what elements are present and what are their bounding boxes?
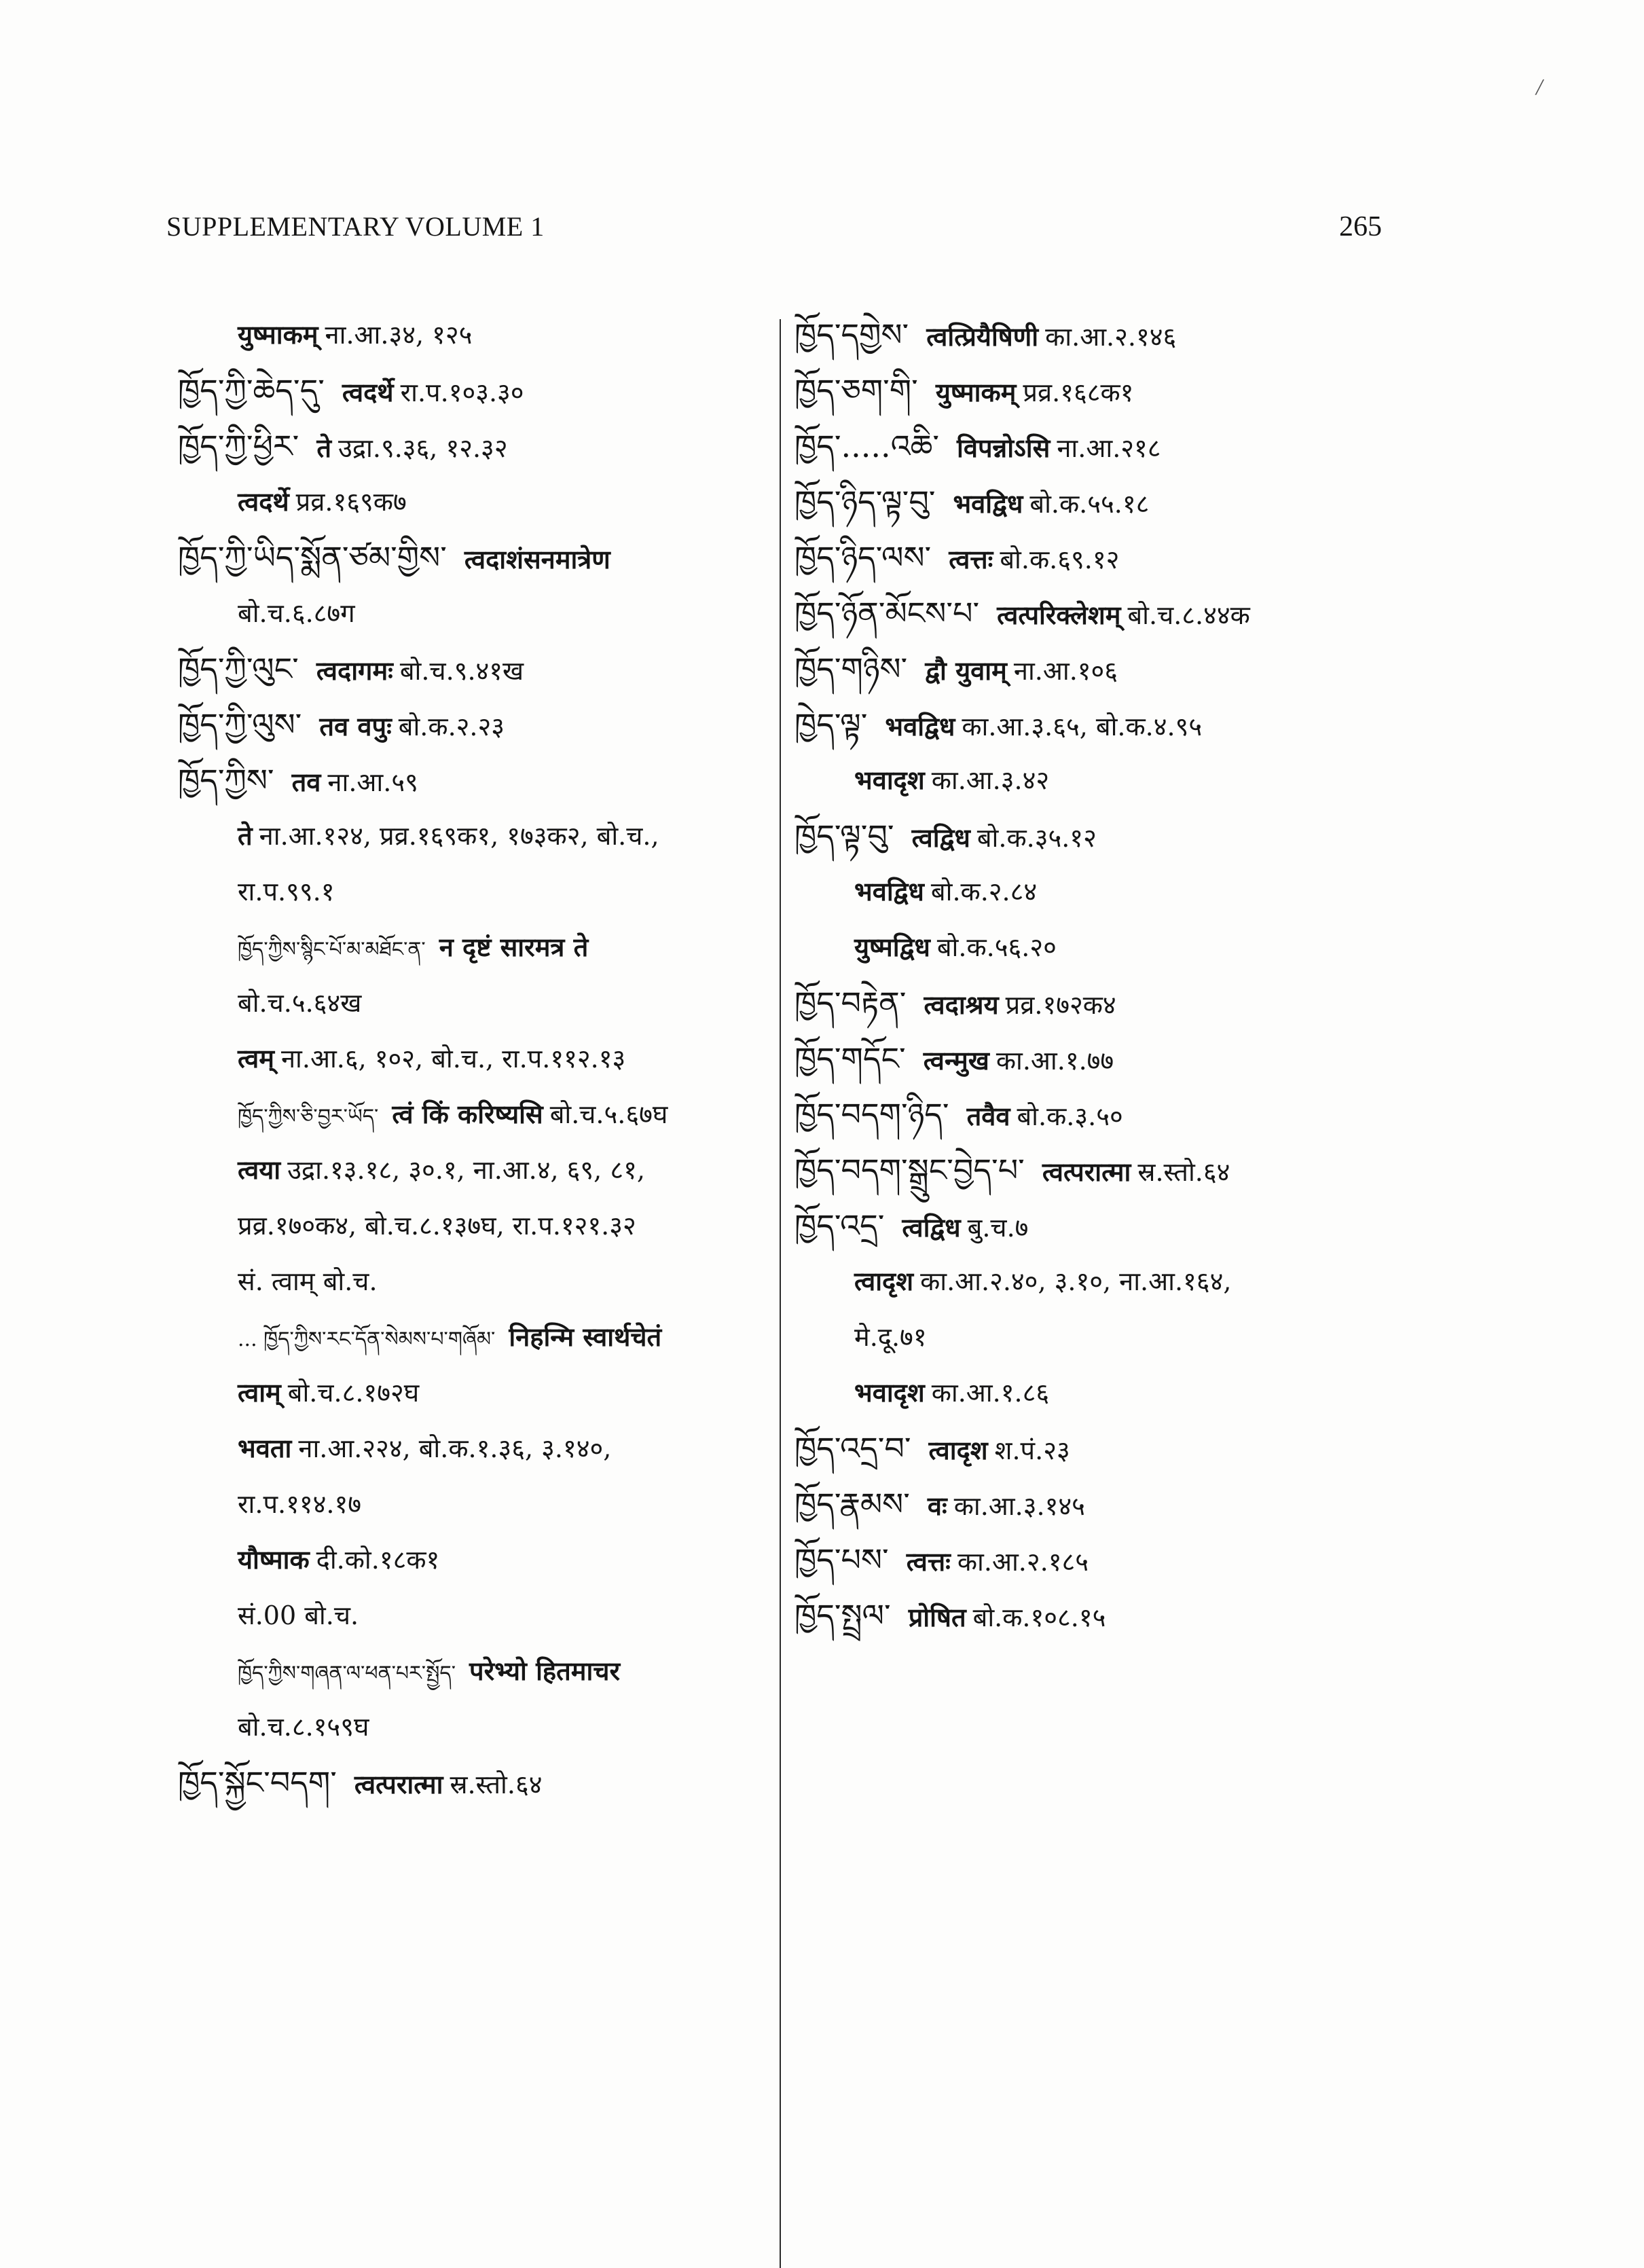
dictionary-line xyxy=(794,585,1406,641)
source-reference: का.आ.२.१८५ xyxy=(957,1547,1089,1577)
tibetan-headword: ཁྱོད་ཉིད་ལས་ xyxy=(794,539,932,576)
sanskrit-equivalent: ते xyxy=(316,433,332,463)
dictionary-line xyxy=(178,1588,769,1643)
dictionary-line xyxy=(794,1142,1406,1198)
sanskrit-equivalent: ते xyxy=(238,820,253,851)
sanskrit-equivalent: त्वत्परात्मा xyxy=(354,1769,443,1799)
sanskrit-equivalent: भवता xyxy=(238,1433,292,1463)
dictionary-line xyxy=(178,1476,769,1532)
tibetan-headword: ཁྱོད་འདྲ་བ་ xyxy=(794,1430,911,1467)
tibetan-headword: ཁྱོད་བདག་ཉིད་ xyxy=(794,1096,949,1133)
tibetan-headword: ཁྱོད་ཀྱི་ལུས་ xyxy=(178,706,302,743)
tibetan-phrase: ... ཁྱོད་ཀྱིས་རང་དོན་སེམས་པ་གཞོམ་ xyxy=(238,1328,496,1351)
tibetan-headword: ཁྱོད་ཀྱིས་ xyxy=(178,762,274,799)
sanskrit-equivalent: त्वत्परात्मा xyxy=(1042,1156,1131,1187)
tibetan-headword: ཁྱོད་དགྱེས་ xyxy=(794,316,909,353)
dictionary-line xyxy=(794,808,1406,864)
dictionary-line xyxy=(794,1031,1406,1086)
corner-mark: / xyxy=(1536,75,1543,100)
tibetan-headword: ཁྱོད་སྤྲལ་ xyxy=(794,1597,891,1634)
source-reference: ना.आ.१२४, प्रव्र.१६९क१, १७३क२, बो.च., xyxy=(259,821,659,851)
tibetan-phrase: ཁྱོད་ཀྱིས་སྙིང་པོ་མ་མཐོང་ན་ xyxy=(238,938,426,962)
column-divider xyxy=(780,319,781,2268)
sanskrit-equivalent: त्वत्तः xyxy=(949,544,993,574)
dictionary-line xyxy=(178,1309,769,1365)
source-reference: प्रव्र.१६९क७ xyxy=(295,487,407,517)
dictionary-line xyxy=(178,975,769,1031)
dictionary-line xyxy=(178,919,769,975)
source-reference: ना.आ.२१८ xyxy=(1057,433,1161,463)
sanskrit-equivalent: त्वादृश xyxy=(928,1435,988,1465)
sanskrit-equivalent: निहन्मि स्वार्थचेतं xyxy=(509,1321,662,1352)
dictionary-line xyxy=(794,530,1406,585)
sanskrit-equivalent: द्वौ युवाम् xyxy=(925,655,1007,686)
dictionary-line xyxy=(794,1365,1406,1421)
source-reference: प्रव्र.१७२क४ xyxy=(1005,990,1116,1020)
dictionary-line xyxy=(794,1086,1406,1142)
tibetan-headword: ཁྱོད་ཀྱི་ཕྱིར་ xyxy=(178,428,299,464)
tibetan-headword: ཁྱོད་ཀྱི་ལུང་ xyxy=(178,651,299,687)
dictionary-line xyxy=(794,919,1406,975)
dictionary-line xyxy=(794,1198,1406,1254)
sanskrit-equivalent: वः xyxy=(927,1490,947,1521)
tibetan-phrase: ཁྱོད་ཀྱིས་གཞན་ལ་ཕན་པར་སྤྱོད་ xyxy=(238,1662,456,1685)
source-reference: बो.क.२.२३ xyxy=(398,712,505,742)
sanskrit-equivalent: भवादृश xyxy=(854,765,925,795)
sanskrit-equivalent: युष्माकम् xyxy=(238,319,318,350)
dictionary-line xyxy=(794,1309,1406,1365)
source-reference: का.आ.२.४०, ३.१०, ना.आ.१६४, xyxy=(920,1266,1232,1296)
sanskrit-equivalent: त्वत्तः xyxy=(906,1546,951,1577)
dictionary-line xyxy=(178,1532,769,1588)
sanskrit-equivalent: भवद्विध xyxy=(885,711,955,742)
dictionary-line xyxy=(794,1588,1406,1643)
source-reference: रा.प.१०३.३० xyxy=(400,378,524,407)
sanskrit-equivalent: प्रोषित xyxy=(908,1602,966,1632)
dictionary-line xyxy=(178,1421,769,1476)
source-reference: सं.00 बो.च. xyxy=(238,1601,359,1630)
source-reference: रा.प.९९.१ xyxy=(238,877,335,907)
dictionary-line xyxy=(178,474,769,530)
source-reference: का.आ.३.१४५ xyxy=(953,1491,1085,1521)
sanskrit-equivalent: त्वया xyxy=(238,1154,281,1185)
sanskrit-equivalent: तव वपुः xyxy=(319,711,392,742)
dictionary-line xyxy=(178,1699,769,1755)
dictionary-line xyxy=(178,363,769,418)
dictionary-line xyxy=(178,864,769,919)
dictionary-line xyxy=(178,1031,769,1086)
source-reference: मे.दू.७१ xyxy=(854,1322,927,1352)
sanskrit-equivalent: त्वदर्थे xyxy=(342,377,394,407)
dictionary-line xyxy=(178,641,769,697)
tibetan-headword: ཁྱོད་ལྟ་བུ་ xyxy=(794,818,894,854)
dictionary-line xyxy=(794,1254,1406,1309)
dictionary-line xyxy=(794,1421,1406,1476)
tibetan-headword: ཁྱོད་ཉིད་ལྟ་བུ་ xyxy=(794,483,936,520)
dictionary-line xyxy=(178,585,769,641)
source-reference: बो.च.५.६७घ xyxy=(549,1099,668,1129)
dictionary-line xyxy=(178,697,769,752)
sanskrit-equivalent: भवद्विध xyxy=(854,876,924,907)
dictionary-line xyxy=(794,752,1406,808)
sanskrit-equivalent: न दृष्टं सारमत्र ते xyxy=(439,932,589,962)
tibetan-headword: ཁྱོད་ཀྱི་ཆེད་དུ་ xyxy=(178,372,325,409)
source-reference: ना.आ.१०६ xyxy=(1013,656,1118,686)
sanskrit-equivalent: भवादृश xyxy=(854,1377,925,1408)
tibetan-headword: ཁྱོད་ཉོན་མོངས་པ་ xyxy=(794,595,980,632)
page-number: 265 xyxy=(1339,211,1382,242)
dictionary-line xyxy=(178,418,769,474)
sanskrit-equivalent: विपन्नोऽसि xyxy=(957,433,1051,463)
dictionary-line xyxy=(794,975,1406,1031)
dictionary-line xyxy=(794,418,1406,474)
dictionary-line xyxy=(794,1476,1406,1532)
tibetan-phrase: ཁྱོད་ཀྱིས་ཅི་བྱར་ཡོད་ xyxy=(238,1105,379,1129)
sanskrit-equivalent: तवैव xyxy=(966,1101,1010,1131)
source-reference: बो.च.८.१७२घ xyxy=(287,1378,420,1408)
dictionary-line xyxy=(178,1643,769,1699)
sanskrit-equivalent: त्वादृश xyxy=(854,1266,914,1296)
right-column xyxy=(794,307,1406,1643)
dictionary-line xyxy=(178,1142,769,1198)
sanskrit-equivalent: युष्मद्विध xyxy=(854,932,930,962)
dictionary-line xyxy=(794,474,1406,530)
sanskrit-equivalent: त्वत्परिक्लेशम् xyxy=(997,600,1121,630)
dictionary-line xyxy=(794,363,1406,418)
source-reference: बो.क.६९.१२ xyxy=(1000,545,1120,574)
source-reference: स्र.स्तो.६४ xyxy=(450,1770,543,1799)
source-reference: ना.आ.६, १०२, बो.च., रा.प.११२.१३ xyxy=(280,1044,626,1074)
left-column xyxy=(178,307,769,1810)
sanskrit-equivalent: त्वम् xyxy=(238,1043,274,1074)
tibetan-headword: ཁྱོད་ཀྱི་ཡིད་སྨོན་ཙམ་གྱིས་ xyxy=(178,539,447,576)
dictionary-line xyxy=(178,1755,769,1810)
source-reference: सं. त्वाम् बो.च. xyxy=(238,1266,378,1296)
dictionary-line xyxy=(178,1086,769,1142)
dictionary-line xyxy=(178,530,769,585)
source-reference: का.आ.३.४२ xyxy=(931,765,1050,795)
source-reference: का.आ.३.६५, बो.क.४.९५ xyxy=(962,712,1203,742)
sanskrit-equivalent: भवद्विध xyxy=(953,488,1023,519)
source-reference: बो.च.८.१५९घ xyxy=(238,1712,369,1742)
sanskrit-equivalent: त्वदाशंसनमात्रेण xyxy=(464,544,610,574)
source-reference: बो.क.५५.१८ xyxy=(1029,489,1150,519)
dictionary-line xyxy=(794,697,1406,752)
running-header: SUPPLEMENTARY VOLUME 1 xyxy=(166,211,545,242)
sanskrit-equivalent: त्वद्विध xyxy=(902,1212,961,1243)
tibetan-headword: ཁྱོད་གཉིས་ xyxy=(794,651,908,687)
source-reference: बो.च.८.४४क xyxy=(1127,600,1250,630)
dictionary-line xyxy=(794,864,1406,919)
source-reference: का.आ.२.१४६ xyxy=(1045,322,1177,352)
source-reference: दी.को.१८क१ xyxy=(316,1545,440,1575)
source-reference: ना.आ.२२४, बो.क.१.३६, ३.१४०, xyxy=(298,1433,612,1463)
dictionary-line xyxy=(178,1254,769,1309)
tibetan-headword: ཁྱོད་.....འཆི་ xyxy=(794,428,939,464)
tibetan-headword: ཁྱོད་པས་ xyxy=(794,1541,889,1578)
sanskrit-equivalent: त्वद्विध xyxy=(911,822,970,853)
source-reference: स्र.स्तो.६४ xyxy=(1137,1157,1230,1187)
sanskrit-equivalent: त्वदाश्रय xyxy=(924,989,999,1020)
tibetan-headword: ཁྱོད་ཅག་གི་ xyxy=(794,372,918,409)
source-reference: ना.आ.३४, १२५ xyxy=(325,320,473,350)
source-reference: श.पं.२३ xyxy=(994,1435,1070,1465)
sanskrit-equivalent: त्वं किं करिष्यसि xyxy=(392,1099,543,1129)
dictionary-line xyxy=(178,1198,769,1254)
source-reference: प्रव्र.१६८क१ xyxy=(1023,378,1134,407)
source-reference: बो.क.१०८.१५ xyxy=(972,1603,1106,1632)
dictionary-line xyxy=(794,1532,1406,1588)
source-reference: बु.च.७ xyxy=(967,1213,1029,1243)
sanskrit-equivalent: युष्माकम् xyxy=(935,377,1017,407)
sanskrit-equivalent: परेभ्यो हितमाचर xyxy=(469,1656,620,1686)
tibetan-headword: ཁྱོད་སྐྱོང་བདག་ xyxy=(178,1764,337,1801)
tibetan-headword: ཁྱོད་བརྟེན་ xyxy=(794,985,907,1021)
tibetan-headword: ཁྱེད་ལྟ་ xyxy=(794,706,868,743)
source-reference: बो.च.५.६४ख xyxy=(238,988,362,1018)
sanskrit-equivalent: तव xyxy=(291,767,321,797)
source-reference: बो.क.३.५० xyxy=(1017,1101,1123,1131)
source-reference: का.आ.१.७७ xyxy=(995,1046,1114,1076)
dictionary-line xyxy=(178,752,769,808)
source-reference: बो.क.५६.२० xyxy=(936,932,1057,962)
dictionary-line xyxy=(178,808,769,864)
sanskrit-equivalent: त्वदागमः xyxy=(316,655,393,686)
sanskrit-equivalent: त्वदर्थे xyxy=(238,486,289,517)
dictionary-line xyxy=(794,641,1406,697)
source-reference: बो.च.६.८७ग xyxy=(238,598,355,628)
source-reference: ना.आ.५९ xyxy=(327,767,418,797)
source-reference: रा.प.११४.१७ xyxy=(238,1489,362,1519)
sanskrit-equivalent: त्वाम् xyxy=(238,1377,281,1408)
source-reference: उद्रा.१३.१८, ३०.१, ना.आ.४, ६९, ८१, xyxy=(287,1155,645,1185)
tibetan-headword: ཁྱོད་རྣམས་ xyxy=(794,1486,910,1522)
tibetan-headword: ཁྱོད་བདག་སྒྲུང་བྱེད་པ་ xyxy=(794,1152,1025,1188)
tibetan-headword: ཁྱོད་གདོང་ xyxy=(794,1040,906,1077)
tibetan-headword: ཁྱོད་འདྲ་ xyxy=(794,1207,885,1244)
source-reference: उद्रा.९.३६, १२.३२ xyxy=(338,433,508,463)
source-reference: बो.क.२.८४ xyxy=(930,877,1038,907)
source-reference: बो.च.९.४१ख xyxy=(399,656,524,686)
sanskrit-equivalent: त्वन्मुख xyxy=(923,1045,989,1076)
dictionary-line xyxy=(178,1365,769,1421)
source-reference: बो.क.३५.१२ xyxy=(976,823,1097,853)
sanskrit-equivalent: यौष्माक xyxy=(238,1544,310,1575)
dictionary-line xyxy=(178,307,769,363)
sanskrit-equivalent: त्वत्प्रियैषिणी xyxy=(926,321,1039,352)
source-reference: प्रव्र.१७०क४, बो.च.८.१३७घ, रा.प.१२१.३२ xyxy=(238,1211,636,1241)
source-reference: का.आ.१.८६ xyxy=(931,1378,1050,1408)
dictionary-line xyxy=(794,307,1406,363)
